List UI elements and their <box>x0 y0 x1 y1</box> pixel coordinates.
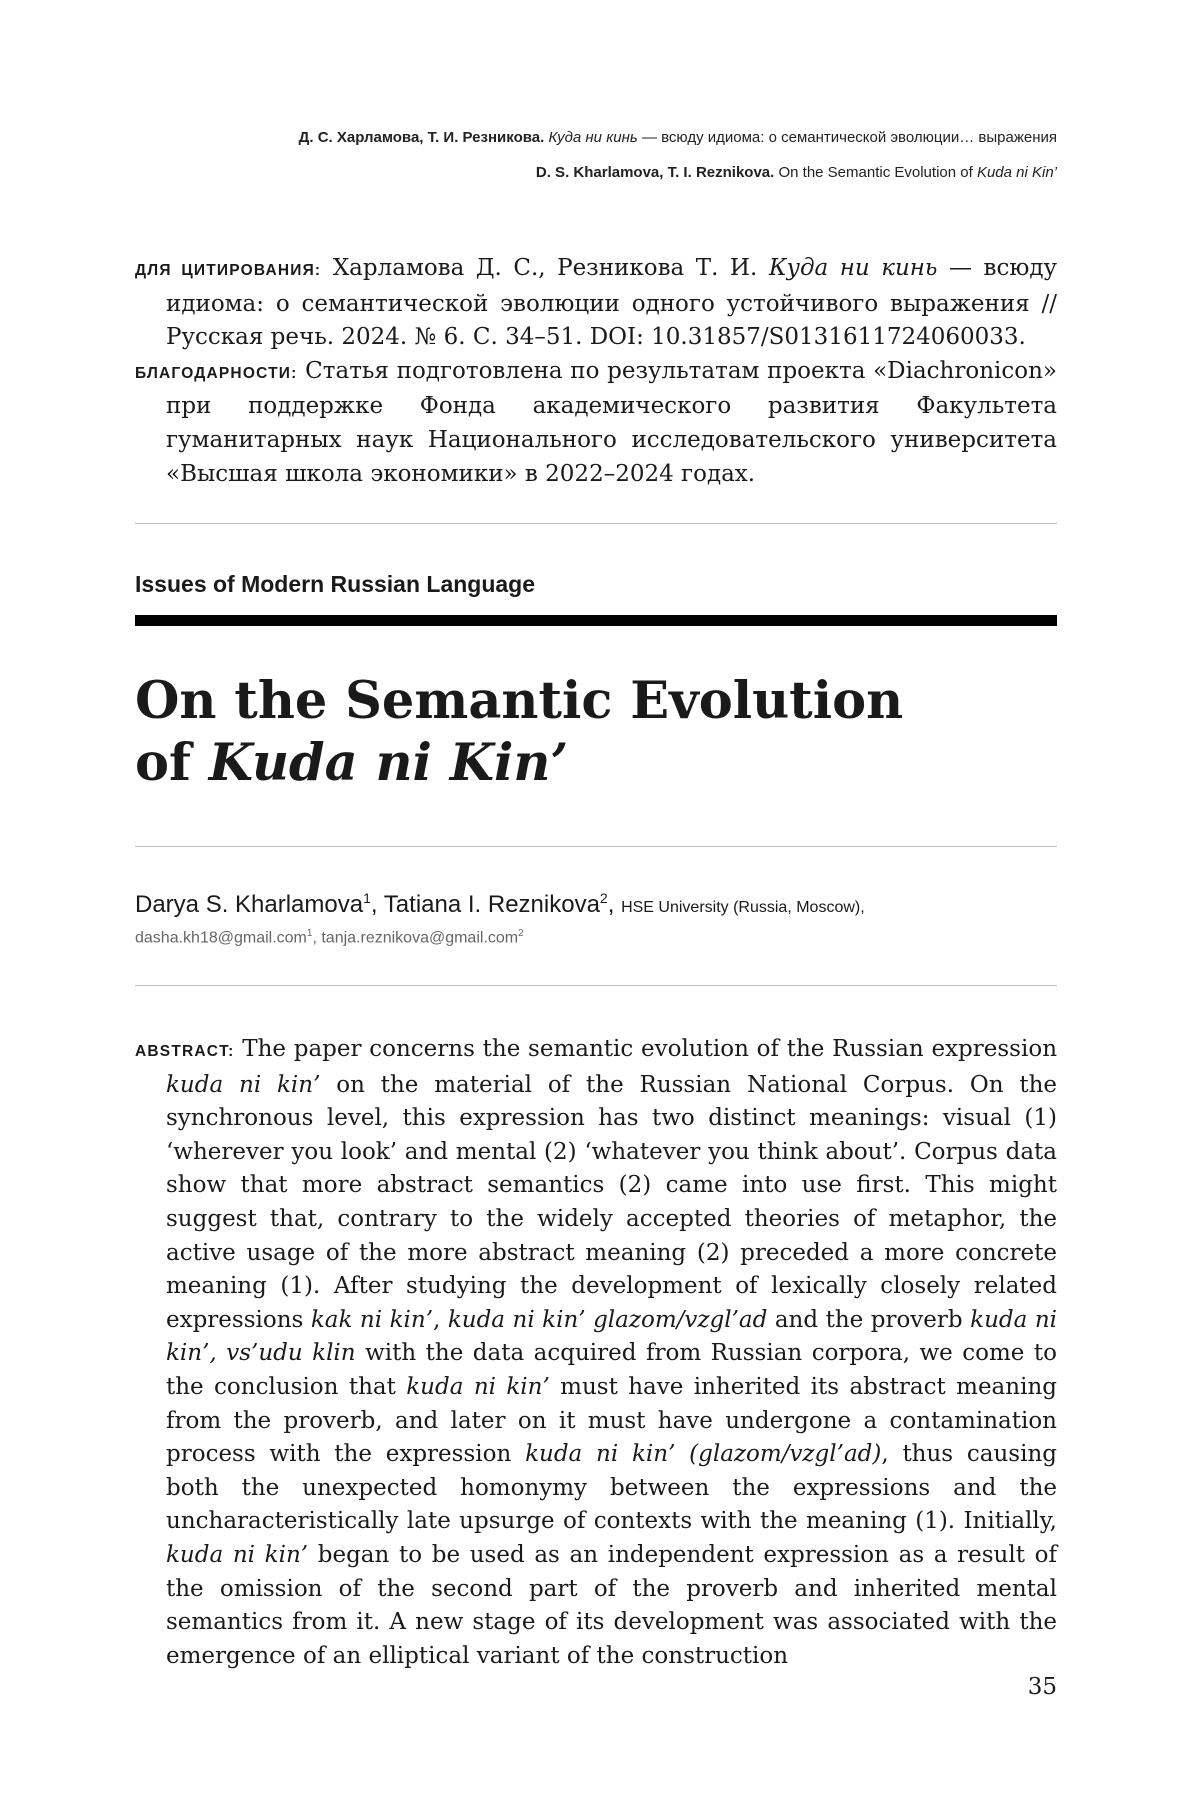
running-head-russian <box>135 128 1057 148</box>
acknowledgments-text: Статья подготовлена по результатам проекта «Diachronicon» при поддержке Фонда академического развития Факультета гуманитарных наук Национального исследовательского университета «Высшая школа экономики» в 2022–2024 годах. <box>166 357 1057 487</box>
running-head-ru-idiom: Куда ни кинь <box>548 129 638 146</box>
acknowledgments-paragraph: БЛАГОДАРНОСТИ: Статья подготовлена по результатам проекта «Diachronicon» при поддержке Фонда академического развития Факультета гуманитарных наук Национального исследовательского университета «Высшая школа экономики» в 2022–2024 годах. <box>135 357 1057 487</box>
title-line-1: On the Semantic Evolution <box>135 671 904 731</box>
divider-title <box>135 846 1057 847</box>
divider-authors <box>135 985 1057 986</box>
citation-idiom: Куда ни кинь <box>768 255 938 281</box>
affiliation: HSE University (Russia, Moscow), <box>621 899 865 916</box>
running-head-english <box>135 163 1057 183</box>
abstract-label: ABSTRACT <box>135 1043 229 1060</box>
abstract-block <box>135 1033 1057 1673</box>
author-1-sup: 1 <box>363 890 371 906</box>
author-line: Darya S. Kharlamova$^1$, Tatiana I. Reznikova$^2$, HSE University (Russia, Moscow), <box>135 890 865 918</box>
acknowledgments-label: БЛАГОДАРНОСТИ <box>135 364 292 382</box>
citation-acknowledgments-block <box>135 252 1057 491</box>
email-2[interactable]: tanja.reznikova@gmail.com <box>321 929 519 947</box>
article-title <box>135 670 1057 794</box>
section-rule <box>135 615 1057 626</box>
running-head-en-idiom: Kuda ni Kin’ <box>976 164 1057 181</box>
citation-authors: Харламова Д. С., Резникова Т. И. <box>332 255 758 281</box>
title-of: of <box>135 733 191 793</box>
page-number: 35 <box>1027 1674 1057 1700</box>
running-head-ru-authors: Д. С. Харламова, Т. И. Резникова. <box>298 129 545 146</box>
running-head-ru-rest: — всюду идиома: о семантической эволюции… выражения <box>641 129 1057 146</box>
running-head-en-authors: D. S. Kharlamova, T. I. Reznikova. <box>535 164 775 181</box>
email-1[interactable]: dasha.kh18@gmail.com <box>135 929 307 947</box>
citation-reference: — всюду идиома: о семантической эволюции одного устойчивого выражения // Русская речь. 2024. № 6. С. 34–51. DOI: 10.31857/S0131611724060033. <box>166 255 1058 351</box>
abstract-paragraph: ABSTRACT: The paper concerns the semantic evolution of the Russian expression kuda ni kin’ on the material of the Russian National Corpus. On the synchronous level, this expression has two distinct meanings: visual (1) ‘wherever you look’ and mental (2) ‘whatever you think about’. Corpus data show that more abstract semantics (2) came into use first. This might suggest that, contrary to the widely accepted theories of metaphor, the active usage of the more abstract meaning (2) preceded a more concrete meaning (1). After studying the development of lexically closely related expressions kak ni kin’, kuda ni kin’ glazom/vzgl’ad and the proverb kuda ni kin’, vs’udu klin with the data acquired from Russian corpora, we come to the conclusion that kuda ni kin’ must have inherited its abstract meaning from the proverb, and later on it must have undergone a contamination process with the expression kuda ni kin’ (glazom/vzgl’ad), thus causing both the unexpected homonymy between the expressions and the uncharacteristically late upsurge of contexts with the meaning (1). Initially, kuda ni kin’ began to be used as an independent expression as a result of the omission of the second part of the proverb and inherited mental semantics from it. A new stage of its development was associated with the emergence of an elliptical variant of the construction <box>135 1036 1058 1669</box>
citation-paragraph: ДЛЯ ЦИТИРОВАНИЯ: Харламова Д. С., Резникова Т. И. Куда ни кинь — всюду идиома: о семантической эволюции одного устойчивого выражения // Русская речь. 2024. № 6. С. 34–51. DOI: 10.31857/S0131611724060033. <box>135 255 1058 351</box>
author-1: Darya S. Kharlamova <box>135 891 364 918</box>
citation-label: ДЛЯ ЦИТИРОВАНИЯ <box>135 262 315 279</box>
author-emails: dasha.kh18@gmail.com$^1$, tanja.reznikova@gmail.com$^2$ <box>135 928 524 947</box>
running-head-en-title: On the Semantic Evolution of <box>778 164 973 181</box>
title-idiom: Kuda ni Kin’ <box>208 733 569 793</box>
author-2-sup: 2 <box>599 890 608 906</box>
section-label: Issues of Modern Russian Language <box>135 571 536 597</box>
author-2: Tatiana I. Reznikova <box>383 891 600 918</box>
divider-top <box>135 523 1057 524</box>
